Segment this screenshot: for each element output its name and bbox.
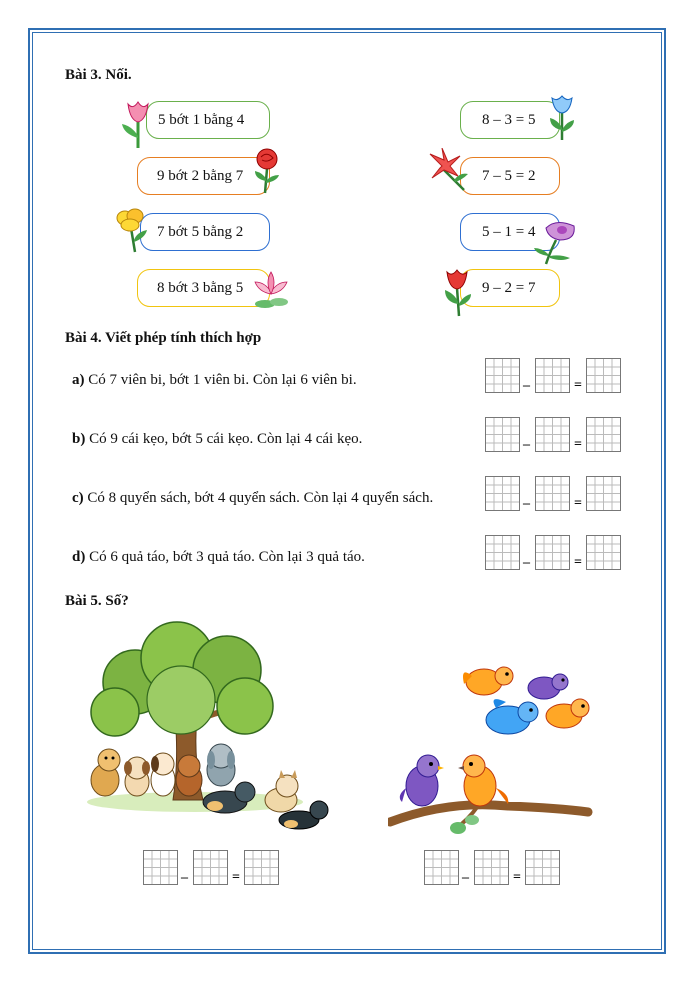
equals-sign: = [232, 870, 240, 885]
answer-box-b-2[interactable] [535, 417, 570, 452]
answer-box-c-3[interactable] [586, 476, 621, 511]
equals-sign: = [574, 378, 582, 393]
dog-7 [265, 770, 298, 812]
problem-d [72, 549, 365, 566]
dog-1 [91, 749, 120, 796]
match-right-2-text: 7 – 5 = 2 [482, 167, 536, 184]
blue-bird-flying [486, 699, 538, 734]
pink-tulip-icon [118, 98, 158, 150]
yellow-flower-icon [115, 208, 153, 254]
pink-lotus-icon [251, 270, 291, 310]
match-left-1[interactable] [146, 101, 270, 139]
problem-c-text: Có 8 quyển sách, bớt 4 quyển sách. Còn lại 4 quyển sách. [83, 490, 434, 506]
purple-bird-flying [528, 674, 568, 699]
minus-sign: – [523, 378, 530, 393]
answer-box-tree-1[interactable] [143, 850, 178, 885]
match-right-1-text: 8 – 3 = 5 [482, 111, 536, 128]
problem-a [72, 372, 357, 389]
problem-c [72, 490, 433, 507]
problem-a-text: Có 7 viên bi, bớt 1 viên bi. Còn lại 6 viên bi. [84, 372, 357, 388]
tree-dogs-illustration [85, 620, 335, 845]
minus-sign: – [181, 870, 188, 885]
minus-sign: – [462, 870, 469, 885]
dog-5 [207, 744, 235, 786]
answer-box-tree-2[interactable] [193, 850, 228, 885]
answer-box-birds-1[interactable] [424, 850, 459, 885]
answer-box-birds-2[interactable] [474, 850, 509, 885]
bai4-heading: Bài 4. Viết phép tính thích hợp [65, 330, 262, 346]
answer-box-b-1[interactable] [485, 417, 520, 452]
answer-box-birds-3[interactable] [525, 850, 560, 885]
bai5-heading: Bài 5. Số? [65, 593, 129, 609]
orange-bird-flying-2 [546, 699, 589, 728]
problem-b-text: Có 9 cái kẹo, bớt 5 cái kẹo. Còn lại 4 cái kẹo. [85, 431, 363, 447]
dog-4 [176, 755, 202, 796]
red-rose-icon [253, 147, 283, 195]
problem-c-label: c) [72, 490, 84, 506]
problem-d-text: Có 6 quả táo, bớt 3 quả táo. Còn lại 3 quả táo. [85, 549, 365, 565]
problem-b-label: b) [72, 431, 86, 447]
match-left-1-text: 5 bớt 1 bằng 4 [158, 111, 245, 128]
answer-box-a-3[interactable] [586, 358, 621, 393]
match-right-1[interactable] [460, 101, 560, 139]
purple-flower-icon [530, 218, 580, 268]
minus-sign: – [523, 496, 530, 511]
answer-box-d-3[interactable] [586, 535, 621, 570]
problem-b [72, 431, 362, 448]
blue-tulip-icon [548, 94, 576, 142]
dog-2 [124, 757, 150, 796]
answer-box-c-2[interactable] [535, 476, 570, 511]
orange-bird-perched [458, 755, 508, 806]
answer-box-c-1[interactable] [485, 476, 520, 511]
equals-sign: = [574, 496, 582, 511]
match-right-3-text: 5 – 1 = 4 [482, 223, 536, 240]
answer-box-a-2[interactable] [535, 358, 570, 393]
match-left-4-text: 8 bớt 3 bằng 5 [157, 279, 244, 296]
match-left-2-text: 9 bớt 2 bằng 7 [157, 167, 244, 184]
equals-sign: = [513, 870, 521, 885]
match-left-2[interactable] [137, 157, 270, 195]
red-tulip-icon [443, 268, 473, 318]
equals-sign: = [574, 555, 582, 570]
minus-sign: – [523, 555, 530, 570]
bai3-heading: Bài 3. Nối. [65, 67, 132, 83]
match-right-4-text: 9 – 2 = 7 [482, 279, 536, 296]
answer-box-tree-3[interactable] [244, 850, 279, 885]
orange-bird-flying-1 [463, 667, 513, 695]
match-left-3[interactable] [140, 213, 270, 251]
problem-a-label: a) [72, 372, 85, 388]
birds-illustration [388, 660, 598, 850]
red-lily-icon [424, 148, 472, 192]
match-right-4[interactable] [460, 269, 560, 307]
purple-bird [400, 755, 444, 806]
minus-sign: – [523, 437, 530, 452]
answer-box-a-1[interactable] [485, 358, 520, 393]
match-left-3-text: 7 bớt 5 bằng 2 [157, 223, 244, 240]
problem-d-label: d) [72, 549, 86, 565]
answer-box-d-2[interactable] [535, 535, 570, 570]
match-right-2[interactable] [460, 157, 560, 195]
dog-3 [151, 753, 175, 796]
equals-sign: = [574, 437, 582, 452]
answer-box-b-3[interactable] [586, 417, 621, 452]
answer-box-d-1[interactable] [485, 535, 520, 570]
